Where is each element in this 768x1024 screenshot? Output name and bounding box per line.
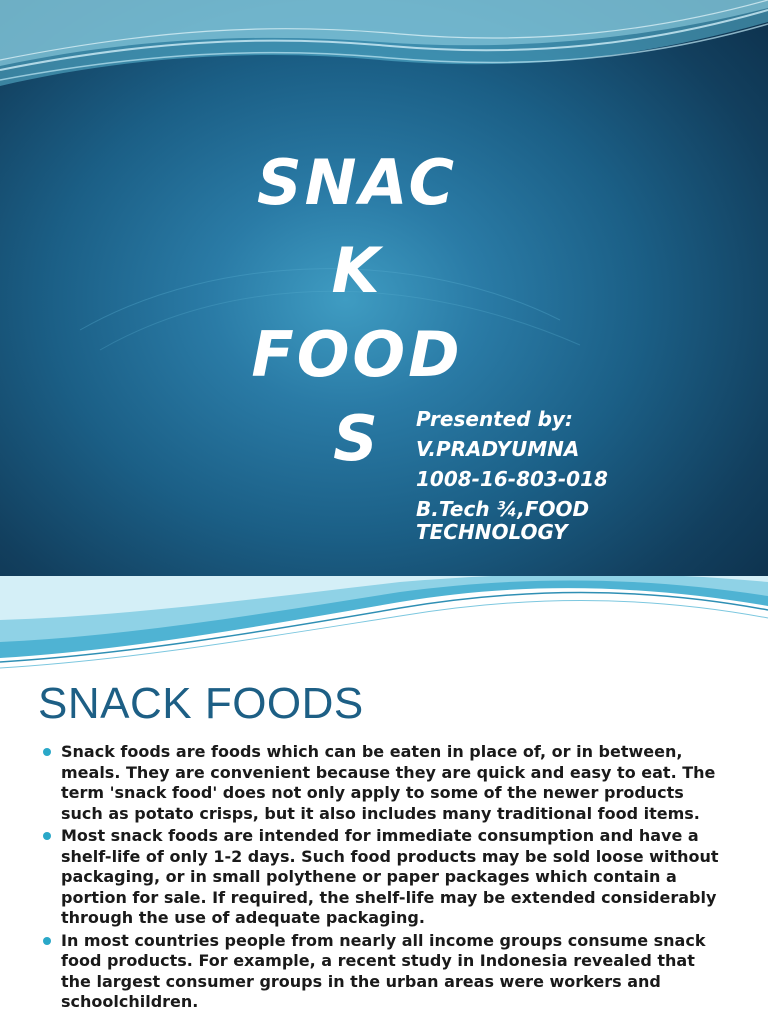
content-slide bbox=[0, 576, 768, 1024]
bullet-text: Most snack foods are intended for immediate consumption and have a shelf-life of only 1-2 days. Such food products may be sold loose without packaging, or in small polythene or paper packages which contain a portion for sale. If required, the shelf-life may be extended considerably through the use of adequate packaging. bbox=[61, 826, 719, 927]
header-wave-decoration bbox=[0, 576, 768, 676]
slide-title-line-4: S bbox=[333, 402, 381, 475]
bullet-icon bbox=[43, 937, 51, 945]
presenter-info bbox=[416, 404, 756, 543]
bullet-item bbox=[40, 931, 730, 1013]
bullet-list bbox=[40, 742, 730, 1015]
slide-title-line-1: SNAC bbox=[256, 146, 458, 219]
bullet-icon bbox=[43, 832, 51, 840]
slide-title-line-3: FOOD bbox=[251, 318, 463, 391]
presenter-department: TECHNOLOGY bbox=[416, 520, 568, 544]
bullet-icon bbox=[43, 748, 51, 756]
bullet-item bbox=[40, 742, 730, 824]
presenter-course: B.Tech ¾,FOOD bbox=[416, 497, 590, 521]
slide-title-line-2: K bbox=[331, 234, 383, 307]
bullet-text: In most countries people from nearly all income groups consume snack food products. For example, a recent study in Indonesia revealed that the largest consumer groups in the urban areas were workers and schoolchildren. bbox=[61, 930, 706, 1011]
presenter-roll-number: 1008-16-803-018 bbox=[416, 467, 608, 491]
bullet-item bbox=[40, 826, 730, 929]
bullet-text: Snack foods are foods which can be eaten in place of, or in between, meals. They are convenient because they are quick and easy to eat. The term 'snack food' does not only apply to some of the newer products such as potato crisps, but it also includes many traditional food items. bbox=[61, 742, 716, 823]
presenter-name: V.PRADYUMNA bbox=[416, 437, 580, 461]
content-slide-title: SNACK FOODS bbox=[38, 679, 364, 728]
presenter-label: Presented by: bbox=[416, 407, 573, 431]
